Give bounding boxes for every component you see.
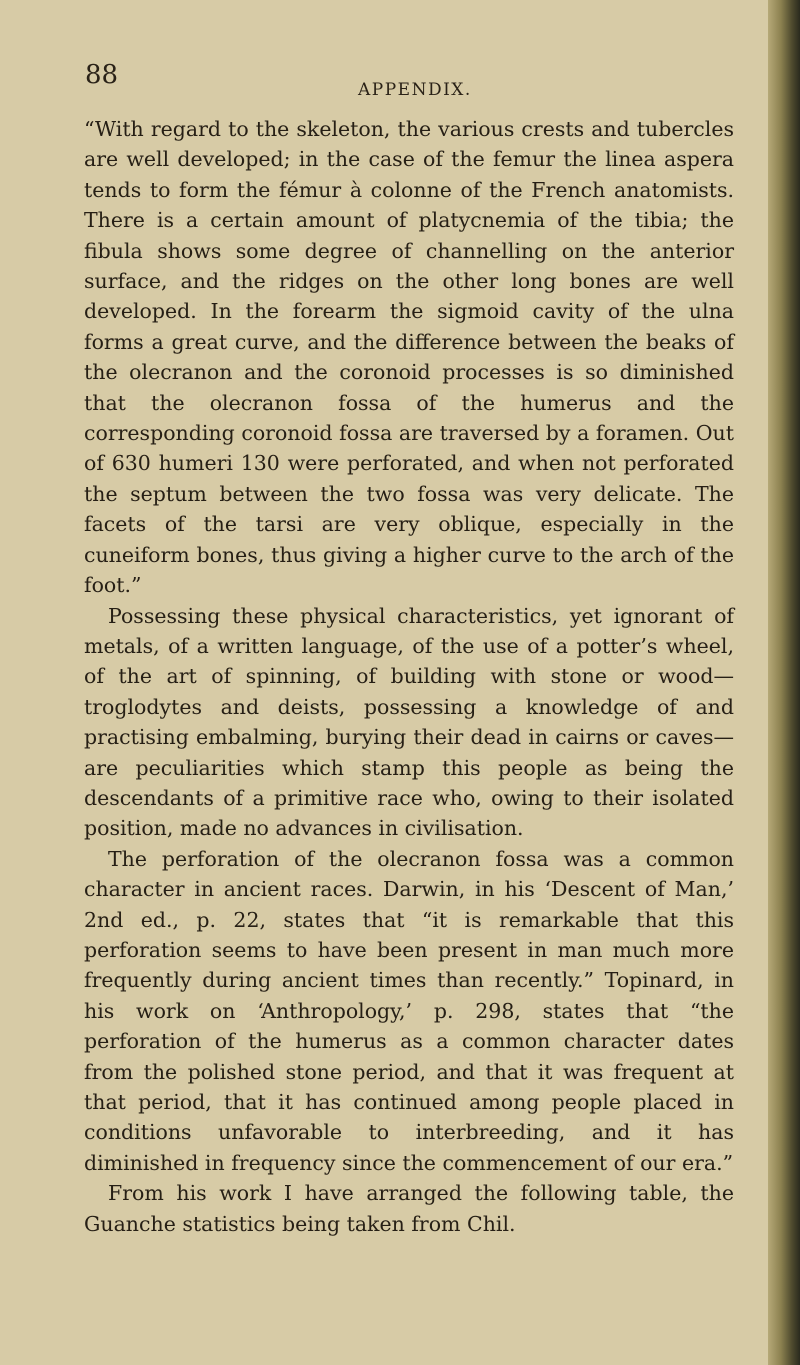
paragraph-characteristics: Possessing these physical characteristics, yet ignorant of metals, of a written language, of the use of a potter’s wheel, of the art of spinning, of building with stone or wood—troglodytes and deists, possessing a knowledge of and practising embalming, burying their dead in cairns or caves—are peculiarities which stamp this people as being the descendants of a primitive race who, owing to their isolated position, made no advances in civilisation. xyxy=(84,603,734,841)
body-text xyxy=(84,114,734,1239)
paragraph-skeleton-quote: “With regard to the skeleton, the various crests and tubercles are well developed; in the case of the femur the linea aspera tends to form the fémur à colonne of the French anatomists. There is a certain amount of platycnemia of the tibia; the fibula shows some degree of channelling on the anterior surface, and the ridges on the other long bones are well developed. In the forearm the sigmoid cavity of the ulna forms a great curve, and the difference between the beaks of the olecranon and the coronoid processes is so diminished that the olecranon fossa of the humerus and the corresponding coronoid fossa are traversed by a foramen. Out of 630 humeri 130 were perforated, and when not perforated the septum between the two fossa was very delicate. The facets of the tarsi are very oblique, especially in the cuneiform bones, thus giving a higher curve to the arch of the foot.” xyxy=(84,117,734,598)
paragraph-perforation: The perforation of the olecranon fossa was a common character in ancient races. Darwin, in his ‘Descent of Man,’ 2nd ed., p. 22, states that “it is remarkable that this perforation seems to have been present in man much more frequently during ancient times than recently.” Topinard, in his work on ‘Anthropology,’ p. 298, states that “the perforation of the humerus as a common character dates from the polished stone period, and that it was frequent at that period, that it has continued among people placed in conditions unfavorable to interbreeding, and it has diminished in frequency since the commencement of our era.” xyxy=(84,846,734,1175)
running-head xyxy=(0,60,768,100)
page-number: 88 xyxy=(85,60,119,90)
running-title: APPENDIX. xyxy=(358,80,472,100)
paragraph-table-intro: From his work I have arranged the following table, the Guanche statistics being taken from Chil. xyxy=(84,1181,734,1236)
book-spine-shadow xyxy=(768,0,800,1365)
